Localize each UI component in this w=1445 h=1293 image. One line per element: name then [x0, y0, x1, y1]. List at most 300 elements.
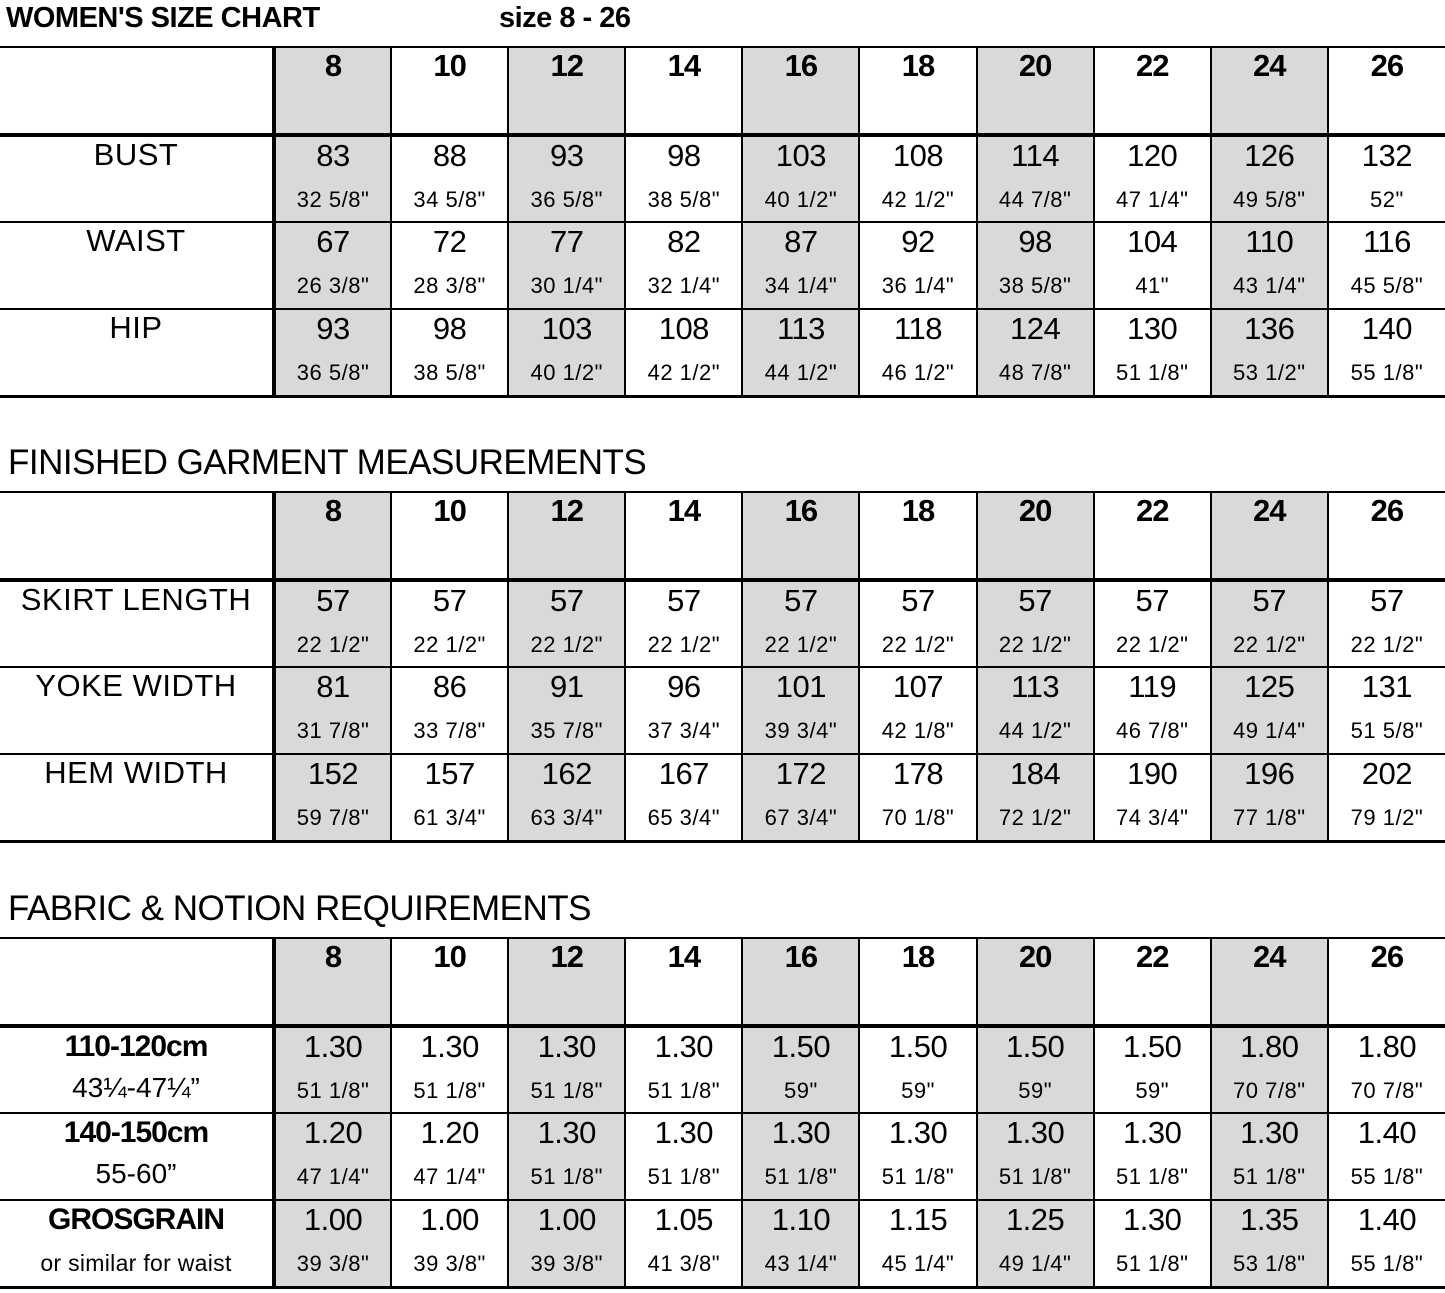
- metric-value: 101: [775, 669, 827, 704]
- metric-value: 114: [1011, 138, 1060, 173]
- metric-value: 108: [892, 138, 944, 173]
- imperial-value: 49 5/8": [1233, 187, 1306, 212]
- metric-value: 1.00: [303, 1202, 363, 1237]
- value-cell-size-14: [625, 1113, 742, 1200]
- value-cell-size-26: [1328, 135, 1445, 222]
- table-row: [0, 754, 1445, 841]
- table-row: [0, 1113, 1445, 1200]
- imperial-value: 51 1/8": [647, 1164, 721, 1189]
- imperial-value: 51 1/8": [413, 1078, 486, 1103]
- imperial-value: 55 1/8": [1350, 1164, 1424, 1189]
- metric-value: 98: [1018, 224, 1052, 259]
- imperial-value: 28 3/8": [413, 273, 486, 298]
- size-header-8: 8: [274, 938, 391, 1026]
- value-cell-size-22: [1094, 1026, 1211, 1113]
- value-cell-size-22: [1094, 309, 1211, 396]
- size-header-8: 8: [274, 47, 391, 135]
- table-row: [0, 222, 1445, 309]
- value-cell-size-26: [1328, 309, 1445, 396]
- imperial-value: 51 1/8": [530, 1078, 603, 1103]
- metric-value: 126: [1244, 138, 1295, 173]
- imperial-value: 22 1/2": [764, 632, 838, 657]
- metric-value: 72: [432, 224, 467, 259]
- imperial-value: 51 1/8": [296, 1078, 370, 1103]
- value-cell-size-24: [1211, 1113, 1328, 1200]
- metric-value: 1.80: [1240, 1029, 1299, 1064]
- garment-section-title: FINISHED GARMENT MEASUREMENTS: [8, 443, 647, 482]
- imperial-value: 65 3/4": [647, 805, 721, 830]
- value-cell-size-22: [1094, 222, 1211, 309]
- metric-value: 1.15: [888, 1202, 948, 1237]
- size-header-16: 16: [742, 492, 859, 580]
- imperial-value: 26 3/8": [296, 273, 370, 298]
- metric-value: 57: [432, 583, 467, 618]
- imperial-value: 49 1/4": [1233, 718, 1306, 743]
- value-cell-size-12: [508, 222, 625, 309]
- imperial-value: 43 1/4": [764, 1251, 838, 1276]
- body-measurements-table: [0, 46, 1445, 398]
- value-cell-size-24: [1211, 222, 1328, 309]
- row-sublabel: 43¼-47¼”: [72, 1072, 200, 1103]
- value-cell-size-8: [274, 667, 391, 754]
- imperial-value: 51 5/8": [1350, 718, 1424, 743]
- metric-value: 124: [1009, 311, 1061, 346]
- value-cell-size-16: [742, 754, 859, 841]
- table-row: [0, 135, 1445, 222]
- metric-value: 1.30: [1123, 1202, 1182, 1237]
- size-header-10: 10: [391, 47, 508, 135]
- value-cell-size-22: [1094, 1200, 1211, 1287]
- imperial-value: 41": [1135, 273, 1170, 298]
- size-header-12: 12: [508, 938, 625, 1026]
- row-label: 140-150cm: [63, 1116, 209, 1149]
- imperial-value: 74 3/4": [1115, 805, 1189, 830]
- imperial-value: 46 7/8": [1115, 718, 1189, 743]
- value-cell-size-8: [274, 222, 391, 309]
- imperial-value: 30 1/4": [530, 273, 603, 298]
- metric-value: 1.30: [654, 1115, 713, 1150]
- imperial-value: 51 1/8": [1115, 1251, 1189, 1276]
- metric-value: 57: [1135, 583, 1169, 618]
- imperial-value: 53 1/8": [1233, 1251, 1306, 1276]
- imperial-value: 22 1/2": [881, 632, 955, 657]
- metric-value: 91: [549, 669, 584, 704]
- value-cell-size-16: [742, 580, 859, 667]
- value-cell-size-10: [391, 580, 508, 667]
- metric-value: 93: [549, 138, 584, 173]
- imperial-value: 40 1/2": [764, 187, 838, 212]
- value-cell-size-24: [1211, 1200, 1328, 1287]
- page-title: WOMEN'S SIZE CHART: [6, 2, 320, 34]
- imperial-value: 47 1/4": [296, 1164, 370, 1189]
- value-cell-size-14: [625, 1026, 742, 1113]
- imperial-value: 70 1/8": [881, 805, 955, 830]
- imperial-value: 34 5/8": [413, 187, 486, 212]
- row-label-cell: [0, 1026, 274, 1113]
- imperial-value: 34 1/4": [764, 273, 838, 298]
- imperial-value: 59": [901, 1078, 935, 1103]
- imperial-value: 44 1/2": [764, 360, 838, 385]
- imperial-value: 32 5/8": [296, 187, 370, 212]
- imperial-value: 51 1/8": [881, 1164, 955, 1189]
- size-header-row: [0, 938, 1445, 1026]
- value-cell-size-26: [1328, 580, 1445, 667]
- imperial-value: 36 1/4": [881, 273, 955, 298]
- imperial-value: 51 1/8": [647, 1078, 721, 1103]
- imperial-value: 51 1/8": [764, 1164, 838, 1189]
- row-label-cell: HEM WIDTH: [0, 754, 274, 841]
- value-cell-size-10: [391, 135, 508, 222]
- value-cell-size-22: [1094, 1113, 1211, 1200]
- value-cell-size-16: [742, 1026, 859, 1113]
- value-cell-size-22: [1094, 135, 1211, 222]
- row-label: 110-120cm: [64, 1030, 208, 1063]
- metric-value: 172: [775, 756, 827, 791]
- metric-value: 178: [892, 756, 944, 791]
- size-header-12: 12: [508, 492, 625, 580]
- imperial-value: 51 1/8": [998, 1164, 1072, 1189]
- value-cell-size-14: [625, 1200, 742, 1287]
- imperial-value: 37 3/4": [647, 718, 721, 743]
- value-cell-size-26: [1328, 1026, 1445, 1113]
- metric-value: 104: [1127, 224, 1178, 259]
- row-label-cell: SKIRT LENGTH: [0, 580, 274, 667]
- imperial-value: 59": [1135, 1078, 1170, 1103]
- value-cell-size-18: [859, 222, 976, 309]
- value-cell-size-18: [859, 754, 976, 841]
- size-header-row: [0, 492, 1445, 580]
- metric-value: 119: [1128, 669, 1177, 704]
- metric-value: 67: [316, 224, 350, 259]
- row-label-cell: WAIST: [0, 222, 274, 309]
- value-cell-size-24: [1211, 667, 1328, 754]
- value-cell-size-18: [859, 1026, 976, 1113]
- imperial-value: 38 5/8": [998, 273, 1072, 298]
- metric-value: 86: [432, 669, 467, 704]
- size-header-16: 16: [742, 938, 859, 1026]
- row-sublabel: 55-60”: [95, 1158, 177, 1189]
- table-row: [0, 580, 1445, 667]
- metric-value: 57: [1018, 583, 1052, 618]
- metric-value: 82: [667, 224, 701, 259]
- row-label-cell: [0, 1200, 274, 1287]
- value-cell-size-12: [508, 1026, 625, 1113]
- imperial-value: 59": [1018, 1078, 1052, 1103]
- imperial-value: 55 1/8": [1350, 1251, 1424, 1276]
- imperial-value: 22 1/2": [413, 632, 486, 657]
- imperial-value: 51 1/8": [1115, 1164, 1189, 1189]
- imperial-value: 48 7/8": [998, 360, 1072, 385]
- metric-value: 1.35: [1240, 1202, 1299, 1237]
- value-cell-size-14: [625, 135, 742, 222]
- imperial-value: 46 1/2": [881, 360, 955, 385]
- imperial-value: 63 3/4": [530, 805, 603, 830]
- size-header-14: 14: [625, 492, 742, 580]
- metric-value: 57: [784, 583, 818, 618]
- metric-value: 157: [424, 756, 475, 791]
- value-cell-size-8: [274, 580, 391, 667]
- size-header-10: 10: [391, 492, 508, 580]
- metric-value: 57: [901, 583, 935, 618]
- metric-value: 107: [892, 669, 944, 704]
- value-cell-size-18: [859, 667, 976, 754]
- size-header-22: 22: [1094, 492, 1211, 580]
- metric-value: 196: [1244, 756, 1295, 791]
- value-cell-size-20: [977, 1200, 1094, 1287]
- metric-value: 1.50: [888, 1029, 948, 1064]
- value-cell-size-24: [1211, 309, 1328, 396]
- table-row: [0, 667, 1445, 754]
- metric-value: 1.30: [1240, 1115, 1299, 1150]
- metric-value: 1.30: [1005, 1115, 1065, 1150]
- imperial-value: 42 1/8": [881, 718, 955, 743]
- imperial-value: 38 5/8": [413, 360, 486, 385]
- value-cell-size-24: [1211, 754, 1328, 841]
- value-cell-size-26: [1328, 222, 1445, 309]
- value-cell-size-12: [508, 1113, 625, 1200]
- metric-value: 1.30: [771, 1115, 831, 1150]
- metric-value: 113: [1011, 669, 1060, 704]
- size-header-24: 24: [1211, 47, 1328, 135]
- value-cell-size-24: [1211, 1026, 1328, 1113]
- imperial-value: 22 1/2": [296, 632, 370, 657]
- value-cell-size-12: [508, 1200, 625, 1287]
- metric-value: 190: [1127, 756, 1178, 791]
- imperial-value: 70 7/8": [1350, 1078, 1424, 1103]
- imperial-value: 79 1/2": [1350, 805, 1424, 830]
- size-header-22: 22: [1094, 47, 1211, 135]
- metric-value: 136: [1244, 311, 1295, 346]
- imperial-value: 22 1/2": [530, 632, 603, 657]
- table-row: [0, 309, 1445, 396]
- value-cell-size-16: [742, 1200, 859, 1287]
- imperial-value: 35 7/8": [530, 718, 603, 743]
- metric-value: 1.00: [537, 1202, 596, 1237]
- value-cell-size-14: [625, 754, 742, 841]
- imperial-value: 52": [1370, 187, 1404, 212]
- size-header-22: 22: [1094, 938, 1211, 1026]
- value-cell-size-26: [1328, 1113, 1445, 1200]
- value-cell-size-20: [977, 135, 1094, 222]
- imperial-value: 43 1/4": [1233, 273, 1306, 298]
- imperial-value: 51 1/8": [1115, 360, 1189, 385]
- value-cell-size-12: [508, 667, 625, 754]
- imperial-value: 61 3/4": [413, 805, 486, 830]
- metric-value: 113: [776, 311, 825, 346]
- size-header-row: [0, 47, 1445, 135]
- metric-value: 1.00: [420, 1202, 479, 1237]
- header-corner-cell: [0, 938, 274, 1026]
- value-cell-size-8: [274, 754, 391, 841]
- size-header-26: 26: [1328, 47, 1445, 135]
- imperial-value: 39 3/4": [764, 718, 838, 743]
- value-cell-size-20: [977, 667, 1094, 754]
- size-range-subtitle: size 8 - 26: [499, 2, 631, 34]
- metric-value: 98: [667, 138, 701, 173]
- imperial-value: 70 7/8": [1233, 1078, 1306, 1103]
- metric-value: 108: [658, 311, 709, 346]
- imperial-value: 22 1/2": [998, 632, 1072, 657]
- value-cell-size-10: [391, 1113, 508, 1200]
- value-cell-size-24: [1211, 580, 1328, 667]
- metric-value: 1.40: [1357, 1115, 1417, 1150]
- value-cell-size-22: [1094, 667, 1211, 754]
- imperial-value: 39 3/8": [530, 1251, 603, 1276]
- metric-value: 98: [432, 311, 467, 346]
- garment-measurements-table: [0, 491, 1445, 843]
- metric-value: 1.30: [654, 1029, 713, 1064]
- value-cell-size-14: [625, 309, 742, 396]
- size-header-20: 20: [977, 47, 1094, 135]
- metric-value: 1.30: [303, 1029, 363, 1064]
- imperial-value: 67 3/4": [764, 805, 838, 830]
- size-header-14: 14: [625, 938, 742, 1026]
- metric-value: 132: [1361, 138, 1413, 173]
- metric-value: 96: [667, 669, 701, 704]
- size-header-20: 20: [977, 938, 1094, 1026]
- metric-value: 120: [1127, 138, 1178, 173]
- size-header-18: 18: [859, 492, 976, 580]
- metric-value: 103: [541, 311, 592, 346]
- metric-value: 1.10: [771, 1202, 831, 1237]
- row-label-cell: BUST: [0, 135, 274, 222]
- metric-value: 1.05: [654, 1202, 713, 1237]
- value-cell-size-20: [977, 222, 1094, 309]
- imperial-value: 22 1/2": [1115, 632, 1189, 657]
- size-header-24: 24: [1211, 938, 1328, 1026]
- imperial-value: 39 3/8": [413, 1251, 486, 1276]
- value-cell-size-10: [391, 309, 508, 396]
- metric-value: 130: [1127, 311, 1178, 346]
- value-cell-size-26: [1328, 1200, 1445, 1287]
- imperial-value: 45 1/4": [881, 1251, 955, 1276]
- imperial-value: 42 1/2": [647, 360, 721, 385]
- fabric-section-title: FABRIC & NOTION REQUIREMENTS: [8, 889, 591, 928]
- imperial-value: 49 1/4": [998, 1251, 1072, 1276]
- metric-value: 1.30: [537, 1029, 596, 1064]
- metric-value: 1.30: [888, 1115, 948, 1150]
- imperial-value: 44 1/2": [998, 718, 1072, 743]
- metric-value: 140: [1361, 311, 1413, 346]
- value-cell-size-18: [859, 580, 976, 667]
- imperial-value: 59": [784, 1078, 818, 1103]
- imperial-value: 51 1/8": [1233, 1164, 1306, 1189]
- metric-value: 162: [541, 756, 592, 791]
- metric-value: 152: [307, 756, 359, 791]
- value-cell-size-16: [742, 667, 859, 754]
- value-cell-size-12: [508, 135, 625, 222]
- value-cell-size-12: [508, 754, 625, 841]
- header-corner-cell: [0, 492, 274, 580]
- metric-value: 1.40: [1357, 1202, 1417, 1237]
- metric-value: 1.30: [1123, 1115, 1182, 1150]
- imperial-value: 41 3/8": [647, 1251, 721, 1276]
- size-header-24: 24: [1211, 492, 1328, 580]
- imperial-value: 45 5/8": [1350, 273, 1424, 298]
- value-cell-size-20: [977, 1026, 1094, 1113]
- value-cell-size-10: [391, 754, 508, 841]
- value-cell-size-10: [391, 1200, 508, 1287]
- metric-value: 131: [1361, 669, 1413, 704]
- value-cell-size-12: [508, 309, 625, 396]
- imperial-value: 40 1/2": [530, 360, 603, 385]
- imperial-value: 72 1/2": [998, 805, 1072, 830]
- metric-value: 1.80: [1357, 1029, 1417, 1064]
- value-cell-size-26: [1328, 754, 1445, 841]
- row-label-cell: HIP: [0, 309, 274, 396]
- metric-value: 184: [1009, 756, 1061, 791]
- value-cell-size-10: [391, 667, 508, 754]
- imperial-value: 33 7/8": [413, 718, 486, 743]
- fabric-requirements-table: [0, 937, 1445, 1289]
- imperial-value: 32 1/4": [647, 273, 721, 298]
- value-cell-size-14: [625, 222, 742, 309]
- size-header-12: 12: [508, 47, 625, 135]
- value-cell-size-18: [859, 309, 976, 396]
- value-cell-size-24: [1211, 135, 1328, 222]
- size-header-26: 26: [1328, 938, 1445, 1026]
- value-cell-size-8: [274, 135, 391, 222]
- metric-value: 92: [901, 224, 935, 259]
- metric-value: 125: [1244, 669, 1295, 704]
- metric-value: 93: [316, 311, 350, 346]
- value-cell-size-16: [742, 222, 859, 309]
- row-label-cell: [0, 1113, 274, 1200]
- metric-value: 1.50: [1005, 1029, 1065, 1064]
- imperial-value: 51 1/8": [530, 1164, 603, 1189]
- metric-value: 83: [316, 138, 350, 173]
- metric-value: 103: [775, 138, 827, 173]
- imperial-value: 22 1/2": [647, 632, 721, 657]
- metric-value: 1.30: [420, 1029, 479, 1064]
- metric-value: 57: [1252, 583, 1287, 618]
- imperial-value: 53 1/2": [1233, 360, 1306, 385]
- metric-value: 81: [316, 669, 350, 704]
- imperial-value: 47 1/4": [1115, 187, 1189, 212]
- metric-value: 1.50: [1123, 1029, 1182, 1064]
- imperial-value: 22 1/2": [1350, 632, 1424, 657]
- metric-value: 87: [784, 224, 818, 259]
- imperial-value: 39 3/8": [296, 1251, 370, 1276]
- metric-value: 167: [658, 756, 709, 791]
- row-label-cell: YOKE WIDTH: [0, 667, 274, 754]
- imperial-value: 47 1/4": [413, 1164, 486, 1189]
- value-cell-size-18: [859, 1113, 976, 1200]
- metric-value: 1.25: [1005, 1202, 1065, 1237]
- value-cell-size-14: [625, 580, 742, 667]
- metric-value: 88: [432, 138, 467, 173]
- row-label: GROSGRAIN: [47, 1203, 224, 1236]
- value-cell-size-18: [859, 135, 976, 222]
- imperial-value: 59 7/8": [296, 805, 370, 830]
- metric-value: 77: [549, 224, 584, 259]
- value-cell-size-16: [742, 135, 859, 222]
- value-cell-size-20: [977, 580, 1094, 667]
- value-cell-size-10: [391, 222, 508, 309]
- imperial-value: 36 5/8": [530, 187, 603, 212]
- metric-value: 57: [549, 583, 584, 618]
- size-header-10: 10: [391, 938, 508, 1026]
- table-row: [0, 1026, 1445, 1113]
- metric-value: 202: [1361, 756, 1413, 791]
- imperial-value: 22 1/2": [1233, 632, 1306, 657]
- metric-value: 1.50: [771, 1029, 831, 1064]
- value-cell-size-10: [391, 1026, 508, 1113]
- metric-value: 57: [316, 583, 350, 618]
- metric-value: 1.20: [420, 1115, 479, 1150]
- imperial-value: 42 1/2": [881, 187, 955, 212]
- size-header-20: 20: [977, 492, 1094, 580]
